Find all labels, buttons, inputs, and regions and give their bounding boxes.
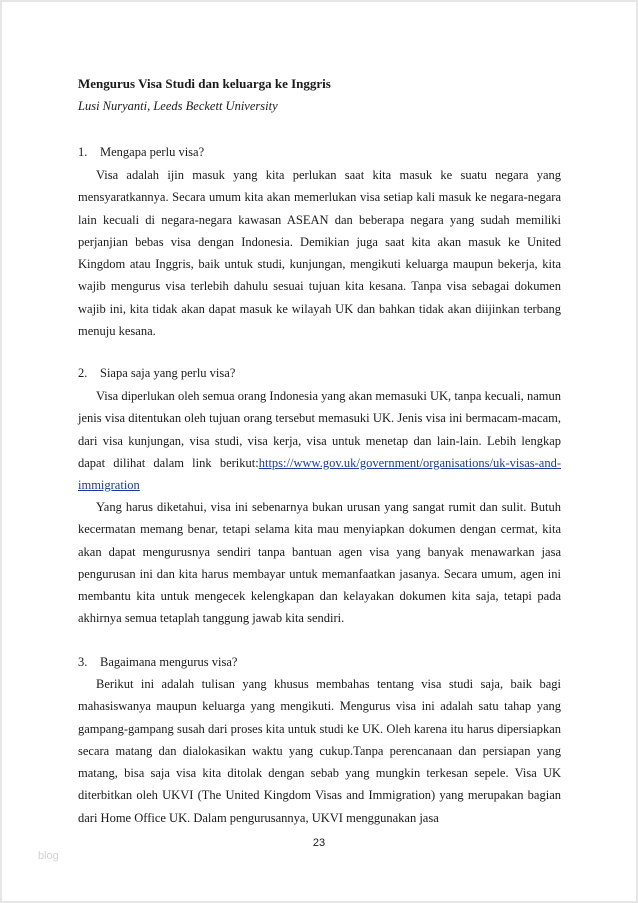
section-heading xyxy=(78,145,204,160)
paragraph xyxy=(78,673,561,829)
section-number: 2. xyxy=(78,366,88,380)
document-title: Mengurus Visa Studi dan keluarga ke Inggris xyxy=(78,76,331,91)
section-title: Siapa saja yang perlu visa? xyxy=(100,366,236,380)
section-heading xyxy=(78,366,235,381)
paragraph-text: Visa diperlukan oleh semua orang Indonesia yang akan memasuki UK, tanpa kecuali, namun jenis visa ditentukan oleh tujuan orang tersebut memasuki UK. Jenis visa ini bermacam-macam, dari visa kunjungan, visa studi, visa kerja, visa untuk menetap dan lain-lain. Lebih lengkap dapat dilihat dalam link berikut: xyxy=(78,389,561,470)
section-number: 3. xyxy=(78,655,88,669)
paragraph-text: Yang harus diketahui, visa ini sebenarnya bukan urusan yang sangat rumit dan sulit. Butuh kecermatan memang benar, tetapi selama kita mau menyiapkan dokumen dengan cermat, kita akan dapat mengurusnya sendiri tanpa bantuan agen visa yang banyak menawarkan jasa pengurusan ini dan kita harus membayar untuk memanfaatkan jasanya. Secara umum, agen ini membantu kita untuk mengecek kelengkapan dan kelayakan dokumen kita saja, tetapi pada akhirnya semua tetaplah tanggung jawab kita sendiri. xyxy=(78,500,561,626)
paragraph xyxy=(78,385,561,496)
paragraph-text: Visa adalah ijin masuk yang kita perlukan saat kita masuk ke suatu negara yang mensyaratkannya. Secara umum kita akan memerlukan visa setiap kali masuk ke negara-negara lain kecuali di negara-negara kawasan ASEAN dan beberapa negara yang sudah memiliki perjanjian bebas visa dengan Indonesia. Demikian juga saat kita akan masuk ke United Kingdom atau Inggris, baik untuk studi, kunjungan, mengikuti keluarga maupun bekerja, kita wajib mengurus visa terlebih dahulu sesuai tujuan kita kesana. Tanpa visa sebagai dokumen wajib ini, kita tidak akan dapat masuk ke wilayah UK dan bahkan tidak akan diijinkan terbang menuju kesana. xyxy=(78,168,561,339)
section-title: Mengapa perlu visa? xyxy=(100,145,205,159)
paragraph xyxy=(78,496,561,630)
watermark: blog xyxy=(38,850,59,862)
paragraph xyxy=(78,164,561,342)
section-title: Bagaimana mengurus visa? xyxy=(100,655,238,669)
section-number: 1. xyxy=(78,145,88,159)
section-heading xyxy=(78,655,237,670)
page-number: 23 xyxy=(312,837,326,849)
document-author: Lusi Nuryanti, Leeds Beckett University xyxy=(78,99,278,113)
gov-uk-link[interactable]: https://www.gov.uk/government/organisations/uk-visas-and-immigration xyxy=(78,455,561,493)
paragraph-text: Berikut ini adalah tulisan yang khusus membahas tentang visa studi saja, baik bagi mahasiswanya maupun keluarga yang mengikuti. Mengurus visa ini adalah satu tahap yang gampang-gampang susah dari proses kita untuk studi ke UK. Oleh karena itu harus dipersiapkan secara matang dan dialokasikan waktu yang cukup.Tanpa perencanaan dan persiapan yang matang, bisa saja visa kita ditolak dengan sebab yang mungkin terkesan sepele. Visa UK diterbitkan oleh UKVI (The United Kingdom Visas and Immigration) yang merupakan bagian dari Home Office UK. Dalam pengurusannya, UKVI menggunakan jasa xyxy=(78,677,561,825)
